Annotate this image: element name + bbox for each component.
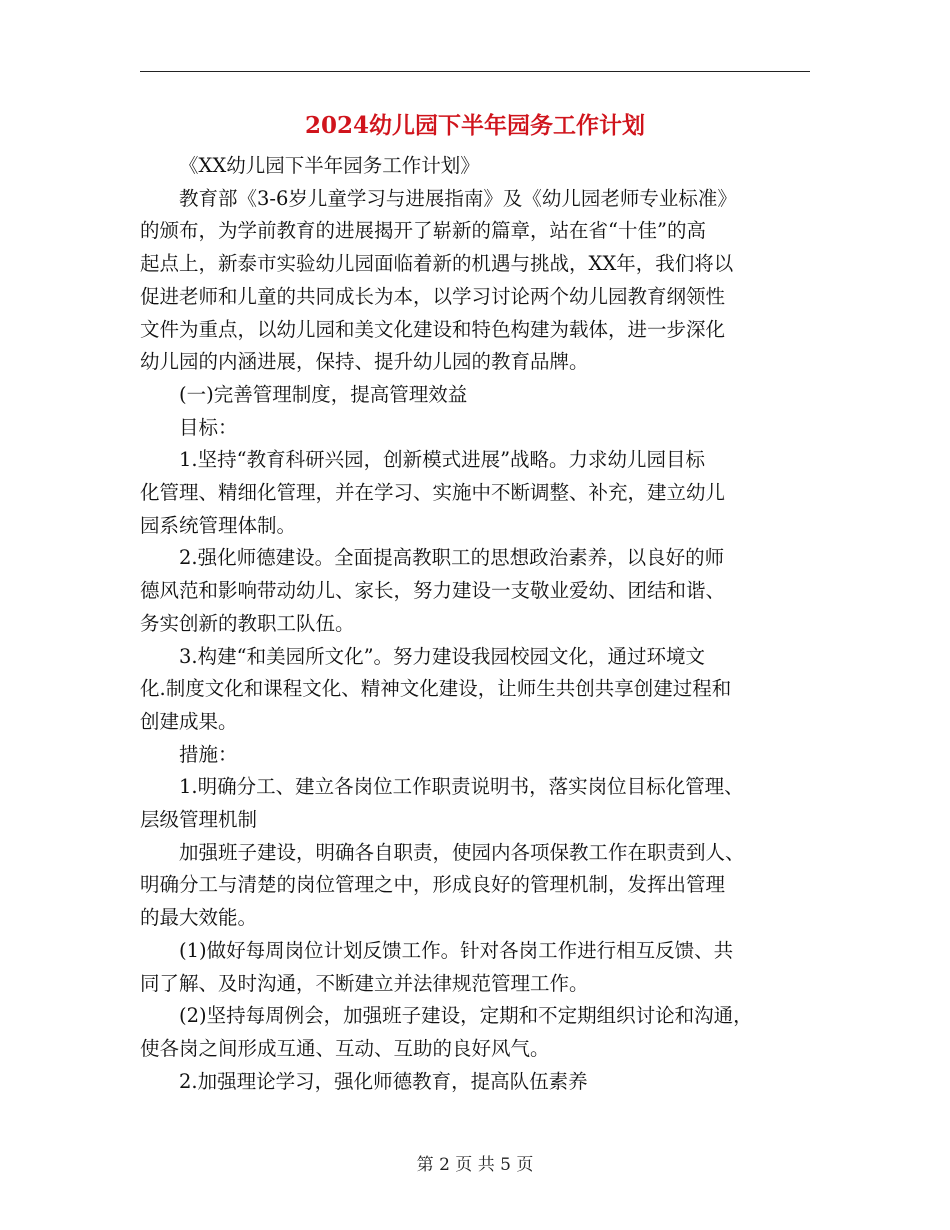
paragraph-intro: 教育部《3-6岁儿童学习与进展指南》及《幼儿园老师专业标准》 的颁布，为学前教育的进展揭开了崭新的篇章，站在省“十佳”的高 起点上，新泰市实验幼儿园面临着新的机遇与挑战，XX年，我们将以 促进老师和儿童的共同成长为本，以学习讨论两个幼儿园教育纲领性 文件为重点，以幼儿园和美文化建设和特色构建为载体，进一步深化 幼儿园的内涵进展，保持、提升幼儿园的教育品牌。 (140, 186, 737, 374)
measure-item-2: 2.加强理论学习，强化师德教育，提高队伍素养 (179, 1069, 588, 1093)
document-body (140, 150, 812, 1098)
measure-item-1-detail: 加强班子建设，明确各自职责，使园内各项保教工作在职责到人、 明确分工与清楚的岗位管理之中，形成良好的管理机制，发挥出管理 的最大效能。 (140, 840, 745, 930)
measure-subitem-1: (1)做好每周岗位计划反馈工作。针对各岗工作进行相互反馈、共 同了解、及时沟通，不断建立并法律规范管理工作。 (140, 938, 734, 995)
measures-label: 措施： (179, 742, 238, 766)
paragraph-plan-name: 《XX幼儿园下半年园务工作计划》 (179, 154, 480, 177)
goal-item-2: 2.强化师德建设。全面提高教职工的思想政治素养，以良好的师 德风范和影响带动幼儿、家长，努力建设一支敬业爱幼、团结和谐、 务实创新的教职工队伍。 (140, 546, 726, 635)
goal-item-3: 3.构建“和美园所文化”。努力建设我园校园文化，通过环境文 化.制度文化和课程文化、精神文化建设，让师生共创共享创建过程和 创建成果。 (140, 644, 732, 733)
goals-label: 目标： (179, 415, 238, 439)
measure-item-1: 1.明确分工、建立各岗位工作职责说明书，落实岗位目标化管理、 层级管理机制 (140, 775, 744, 832)
measure-subitem-2: (2)坚持每周例会，加强班子建设，定期和不定期组织讨论和沟通， 使各岗之间形成互通、互动、互助的良好风气。 (140, 1004, 753, 1060)
header-rule (140, 71, 810, 72)
page-number: 第 2 页 共 5 页 (416, 1155, 534, 1175)
section-heading: (一)完善管理制度，提高管理效益 (179, 382, 468, 406)
document-title: 2024幼儿园下半年园务工作计划 (304, 112, 645, 139)
goal-item-1: 1.坚持“教育科研兴园，创新模式进展”战略。力求幼儿园目标 化管理、精细化管理，并在学习、实施中不断调整、补充，建立幼儿 园系统管理体制。 (140, 448, 726, 537)
